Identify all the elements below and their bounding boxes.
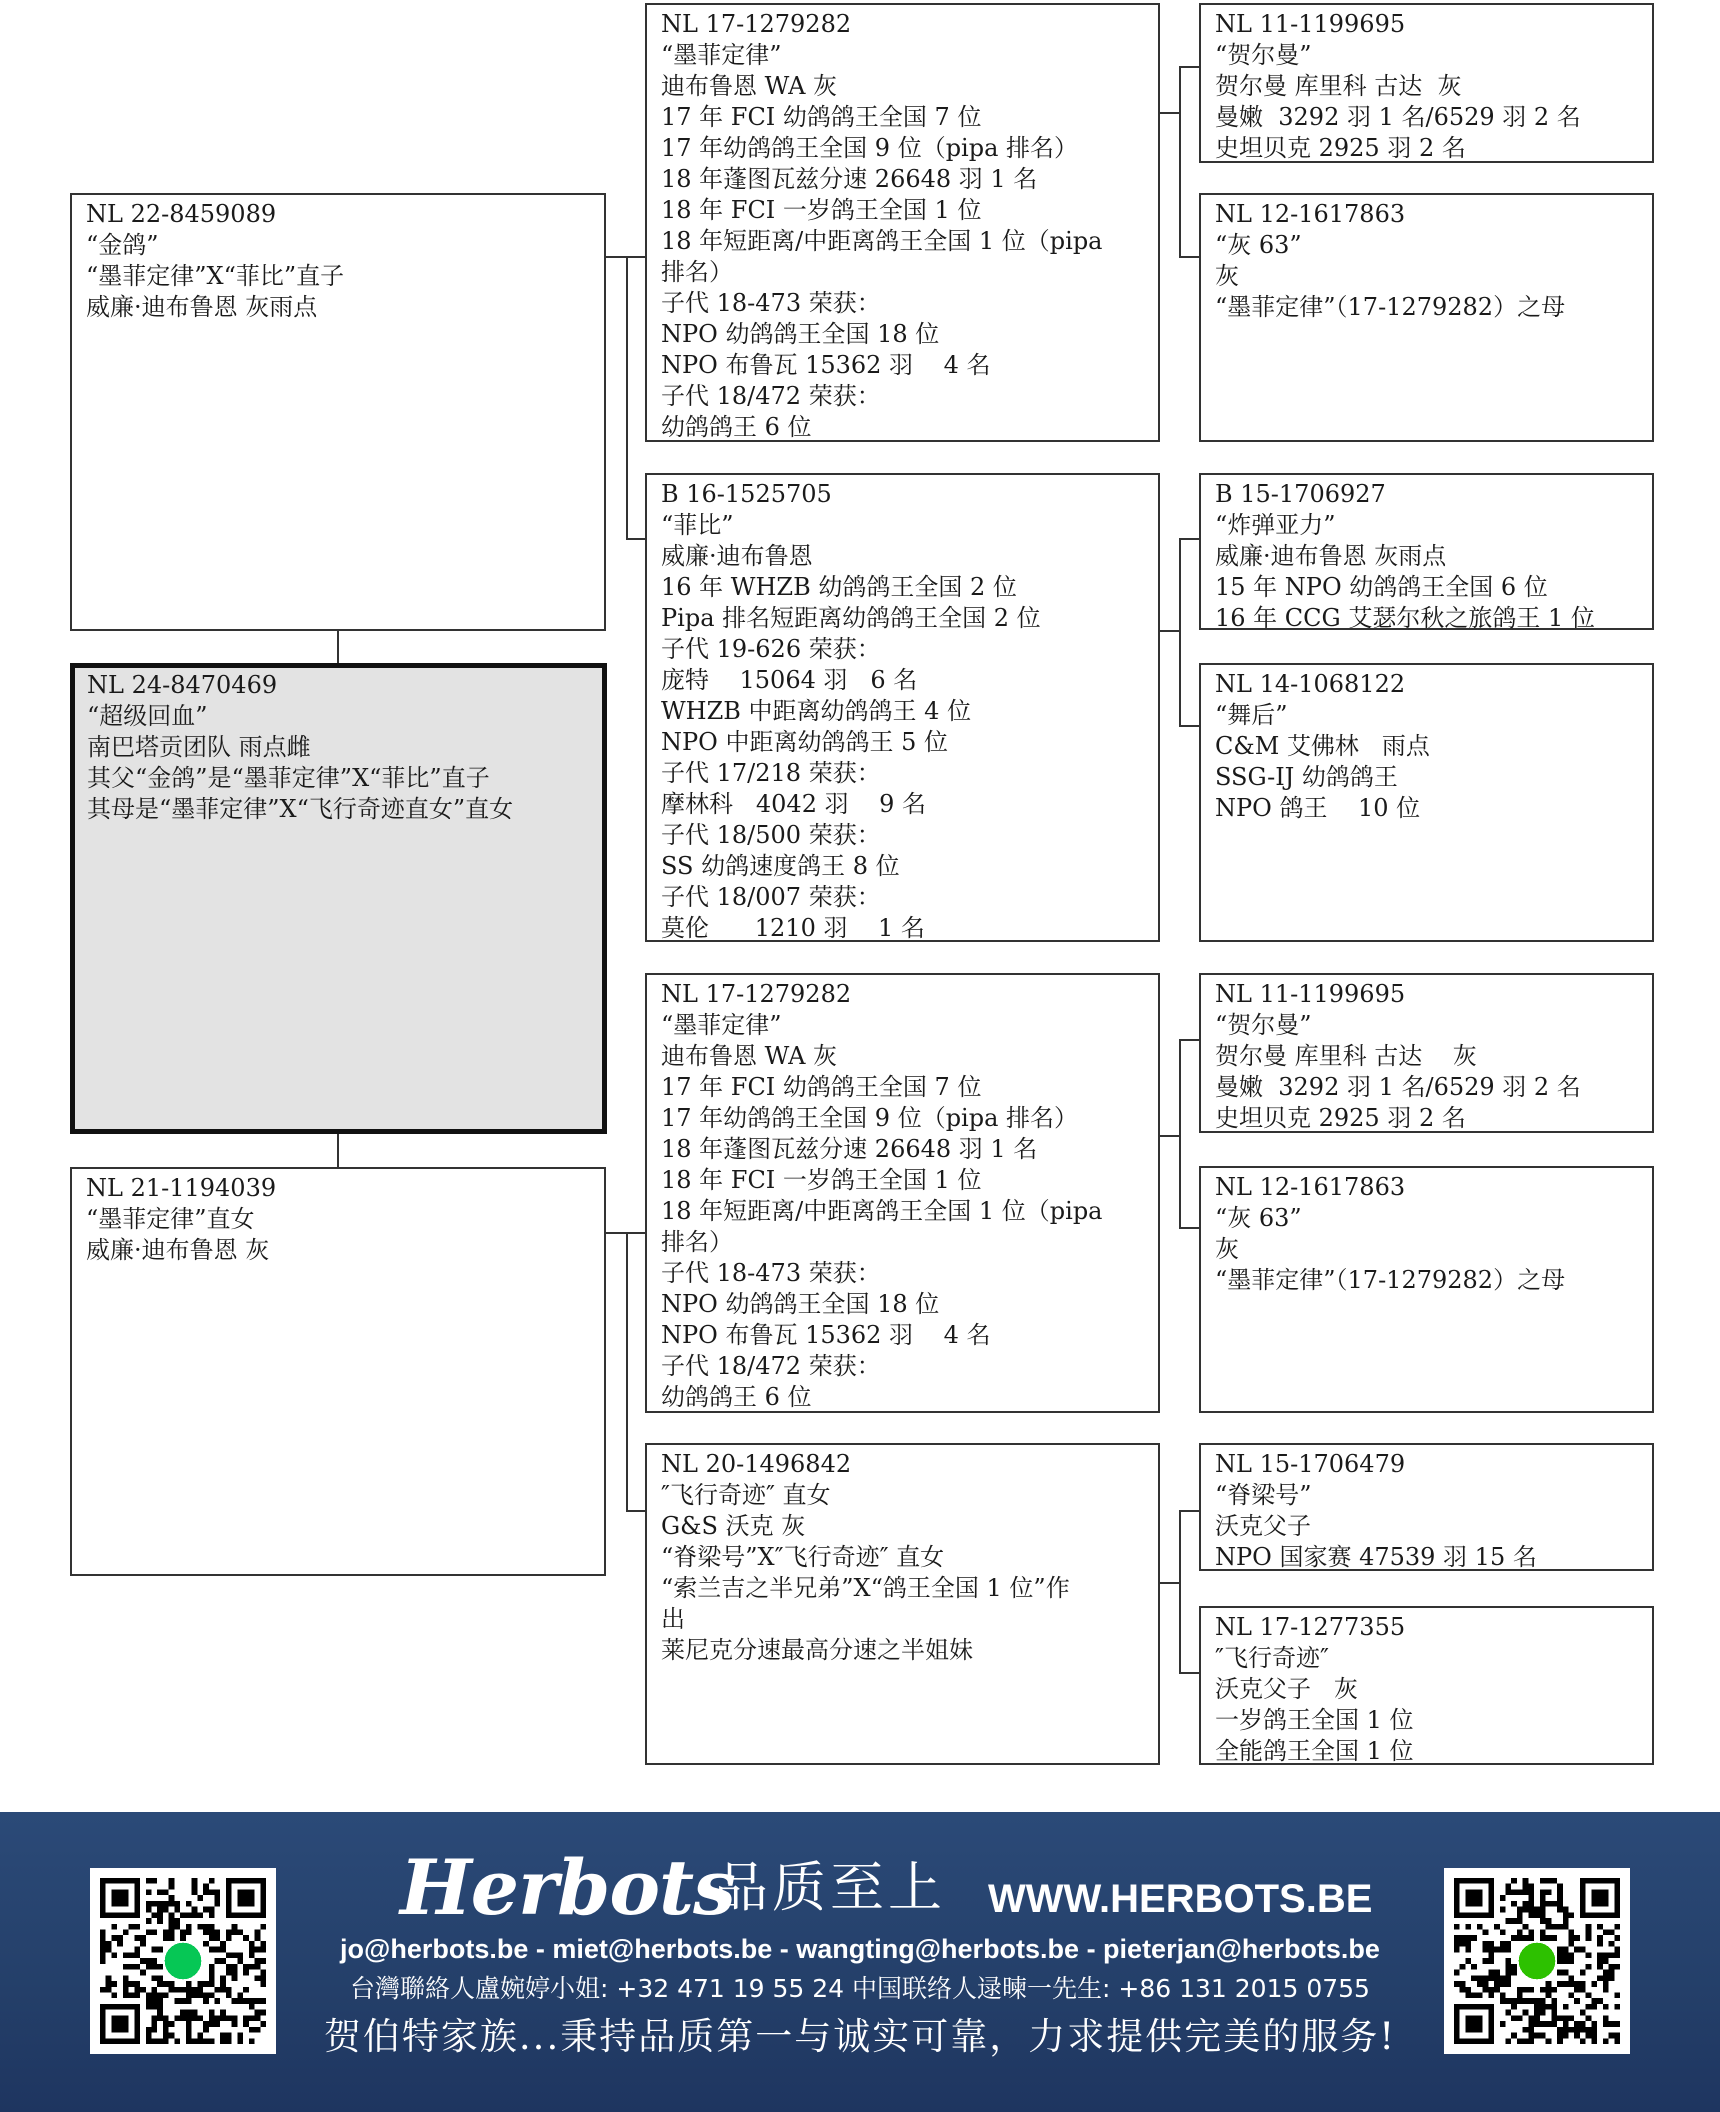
connector-dd-top <box>1179 1510 1199 1512</box>
ring-number: NL 14-1068122 <box>1215 670 1406 698</box>
ring-number: NL 12-1617863 <box>1215 1173 1406 1201</box>
info-line: 灰 <box>1215 262 1239 290</box>
ring-number: NL 15-1706479 <box>1215 1450 1406 1478</box>
info-line: 18 年蓬图瓦兹分速 26648 羽 1 名 <box>661 165 1038 193</box>
info-line: NPO 幼鸽鸽王全国 18 位 <box>661 1290 940 1318</box>
info-line: 子代 18/472 荣获： <box>661 1352 881 1380</box>
connector-sire-to-sd <box>626 538 645 540</box>
info-line: SS 幼鸽速度鸽王 8 位 <box>661 852 900 880</box>
info-line: 威廉·迪布鲁恩 灰雨点 <box>86 293 318 321</box>
info-line: 庞特 15064 羽 6 名 <box>661 666 918 694</box>
info-line: 18 年 FCI 一岁鸽王全国 1 位 <box>661 196 982 224</box>
info-line: 一岁鸽王全国 1 位 <box>1215 1706 1414 1734</box>
info-line: “索兰吉之半兄弟”X“鸽王全国 1 位”作 <box>661 1574 1070 1602</box>
info-line: 15 年 NPO 幼鸽鸽王全国 6 位 <box>1215 573 1548 601</box>
info-line: 18 年 FCI 一岁鸽王全国 1 位 <box>661 1166 982 1194</box>
pigeon-name: “贺尔曼” <box>1215 41 1312 69</box>
info-line: NPO 布鲁瓦 15362 羽 4 名 <box>661 351 991 379</box>
info-line: NPO 中距离幼鸽鸽王 5 位 <box>661 728 948 756</box>
ss-dam-box <box>1199 193 1654 442</box>
info-line: 18 年蓬图瓦兹分速 26648 羽 1 名 <box>661 1135 1038 1163</box>
info-line: SSG-IJ 幼鸽鸽王 <box>1215 763 1398 791</box>
connector-dam-to-ds <box>626 1232 645 1234</box>
info-line: 曼嫩 3292 羽 1 名/6529 羽 2 名 <box>1215 103 1581 131</box>
contact-phones: 台灣聯絡人盧婉婷小姐: +32 471 19 55 24 中国联络人逯暕一先生: +86 131 2015 0755 <box>350 1974 1370 2003</box>
connector-ds-v <box>1179 1039 1181 1229</box>
connector-sire-to-ss <box>626 256 645 258</box>
dd-sire-box <box>1199 1443 1654 1571</box>
info-line: 其父“金鸽”是“墨菲定律”X“菲比”直子 <box>87 764 490 792</box>
pigeon-name: “墨菲定律”直女 <box>86 1205 255 1233</box>
herbots-logo: Herbots <box>400 1843 735 1932</box>
info-line: Pipa 排名短距离幼鸽鸽王全国 2 位 <box>661 604 1041 632</box>
info-line: 迪布鲁恩 WA 灰 <box>661 1042 838 1070</box>
info-line: NPO 鸽王 10 位 <box>1215 794 1421 822</box>
info-line: 17 年 FCI 幼鸽鸽王全国 7 位 <box>661 1073 982 1101</box>
connector-dd-h <box>1160 1582 1180 1584</box>
info-line: 子代 18-473 荣获： <box>661 289 881 317</box>
ring-number: NL 11-1199695 <box>1215 10 1406 38</box>
connector-dam-to-dd <box>626 1510 645 1512</box>
info-line: 出 <box>661 1605 685 1633</box>
sire-sire-box <box>645 3 1160 442</box>
info-line: WHZB 中距离幼鸽鸽王 4 位 <box>661 697 972 725</box>
info-line: 排名） <box>661 258 733 286</box>
info-line: 子代 17/218 荣获： <box>661 759 881 787</box>
connector-ds-bot <box>1179 1227 1199 1229</box>
info-line: 沃克父子 灰 <box>1215 1675 1358 1703</box>
pigeon-name: “墨菲定律” <box>661 41 782 69</box>
connector-ss-h <box>1160 112 1180 114</box>
pigeon-name: “脊梁号” <box>1215 1481 1312 1509</box>
info-line: 贺尔曼 库里科 古达 灰 <box>1215 1042 1477 1070</box>
pigeon-name: “墨菲定律” <box>661 1011 782 1039</box>
pigeon-name: “金鸽” <box>86 231 159 259</box>
subject-box <box>70 663 607 1134</box>
email-addresses[interactable]: jo@herbots.be - miet@herbots.be - wangting@herbots.be - pieterjan@herbots.be <box>340 1934 1380 1964</box>
info-line: “墨菲定律”（17-1279282）之母 <box>1215 1266 1566 1294</box>
sire-dam-box <box>645 473 1160 942</box>
info-line: 18 年短距离/中距离鸽王全国 1 位（pipa <box>661 1197 1103 1225</box>
info-line: 排名） <box>661 1228 733 1256</box>
pigeon-name: “超级回血” <box>87 702 208 730</box>
info-line: 18 年短距离/中距离鸽王全国 1 位（pipa <box>661 227 1103 255</box>
dam-box <box>70 1167 606 1576</box>
ds-dam-box <box>1199 1166 1654 1413</box>
ring-number: B 16-1525705 <box>661 480 832 508</box>
info-line: 16 年 CCG 艾瑟尔秋之旅鸽王 1 位 <box>1215 604 1595 630</box>
dam-dam-box <box>645 1443 1160 1765</box>
connector-dd-bot <box>1179 1672 1199 1674</box>
motto: 贺伯特家族...秉持品质第一与诚实可靠，力求提供完美的服务! <box>323 2015 1397 2058</box>
pigeon-name: “灰 63” <box>1215 231 1302 259</box>
sd-dam-box <box>1199 663 1654 942</box>
info-line: 迪布鲁恩 WA 灰 <box>661 72 838 100</box>
pigeon-name: ″飞行奇迹″ <box>1215 1644 1329 1672</box>
connector-sd-h <box>1160 630 1180 632</box>
info-line: NPO 幼鸽鸽王全国 18 位 <box>661 320 940 348</box>
info-line: 子代 18/007 荣获： <box>661 883 881 911</box>
info-line: 其母是“墨菲定律”X“飞行奇迹直女”直女 <box>87 795 514 823</box>
info-line: 沃克父子 <box>1215 1512 1311 1540</box>
info-line: G&S 沃克 灰 <box>661 1512 806 1540</box>
info-line: 南巴塔贡团队 雨点雌 <box>87 733 311 761</box>
pigeon-name: “炸弹亚力” <box>1215 511 1336 539</box>
info-line: 全能鸽王全国 1 位 <box>1215 1737 1414 1765</box>
info-line: “墨菲定律”X“菲比”直子 <box>86 262 345 290</box>
ds-sire-box <box>1199 973 1654 1133</box>
dam-sire-box <box>645 973 1160 1413</box>
ring-number: NL 17-1279282 <box>661 10 852 38</box>
info-line: 16 年 WHZB 幼鸽鸽王全国 2 位 <box>661 573 1017 601</box>
sire-box <box>70 193 606 631</box>
info-line: 17 年 FCI 幼鸽鸽王全国 7 位 <box>661 103 982 131</box>
connector-ss-top <box>1179 66 1199 68</box>
info-line: NPO 国家赛 47539 羽 15 名 <box>1215 1543 1537 1571</box>
connector-sd-bot <box>1179 725 1199 727</box>
info-line: 子代 18/500 荣获： <box>661 821 881 849</box>
connector-sd-top <box>1179 538 1199 540</box>
ring-number: NL 11-1199695 <box>1215 980 1406 1008</box>
connector-dam-h <box>606 1232 627 1234</box>
ring-number: NL 17-1279282 <box>661 980 852 1008</box>
connector-sd-v <box>1179 538 1181 727</box>
connector-dam-v <box>626 1232 628 1512</box>
connector-subject-dam <box>337 1134 339 1167</box>
ss-sire-box <box>1199 3 1654 163</box>
info-line: 灰 <box>1215 1235 1239 1263</box>
info-line: “脊梁号”X″飞行奇迹″ 直女 <box>661 1543 945 1571</box>
info-line: 子代 18/472 荣获： <box>661 382 881 410</box>
connector-ds-h <box>1160 1135 1180 1137</box>
connector-sire-subject <box>337 631 339 663</box>
connector-dd-v <box>1179 1510 1181 1674</box>
info-line: 子代 18-473 荣获： <box>661 1259 881 1287</box>
connector-ss-v <box>1179 66 1181 257</box>
info-line: 17 年幼鸽鸽王全国 9 位（pipa 排名） <box>661 134 1079 162</box>
info-line: 莫伦 1210 羽 1 名 <box>661 914 925 942</box>
pigeon-name: “灰 63” <box>1215 1204 1302 1232</box>
info-line: 17 年幼鸽鸽王全国 9 位（pipa 排名） <box>661 1104 1079 1132</box>
ring-number: B 15-1706927 <box>1215 480 1386 508</box>
ring-number: NL 12-1617863 <box>1215 200 1406 228</box>
ring-number: NL 20-1496842 <box>661 1450 852 1478</box>
pigeon-name: ″飞行奇迹″ 直女 <box>661 1481 831 1509</box>
connector-ds-top <box>1179 1039 1199 1041</box>
pigeon-name: “贺尔曼” <box>1215 1011 1312 1039</box>
ring-number: NL 17-1277355 <box>1215 1613 1406 1641</box>
info-line: 莱尼克分速最高分速之半姐妹 <box>661 1636 973 1664</box>
info-line: 贺尔曼 库里科 古达 灰 <box>1215 72 1462 100</box>
ring-number: NL 22-8459089 <box>86 200 277 228</box>
connector-sire-v <box>626 256 628 540</box>
info-line: 威廉·迪布鲁恩 灰雨点 <box>1215 542 1447 570</box>
connector-ss-bot <box>1179 256 1199 258</box>
info-line: 幼鸽鸽王 6 位 <box>661 413 812 441</box>
info-line: 曼嫩 3292 羽 1 名/6529 羽 2 名 <box>1215 1073 1581 1101</box>
dd-dam-box <box>1199 1606 1654 1765</box>
info-line: C&M 艾佛林 雨点 <box>1215 732 1430 760</box>
info-line: NPO 布鲁瓦 15362 羽 4 名 <box>661 1321 991 1349</box>
info-line: 幼鸽鸽王 6 位 <box>661 1383 812 1411</box>
info-line: “墨菲定律”（17-1279282）之母 <box>1215 293 1566 321</box>
info-line: 威廉·迪布鲁恩 灰 <box>86 1236 270 1264</box>
sd-sire-box <box>1199 473 1654 630</box>
info-line: 史坦贝克 2925 羽 2 名 <box>1215 134 1466 162</box>
pigeon-name: “菲比” <box>661 511 734 539</box>
connector-sire-h <box>606 256 627 258</box>
ring-number: NL 24-8470469 <box>87 671 278 699</box>
website-link[interactable]: WWW.HERBOTS.BE <box>988 1877 1373 1921</box>
slogan: 品质至上 <box>714 1856 946 1919</box>
info-line: 子代 19-626 荣获： <box>661 635 881 663</box>
info-line: 威廉·迪布鲁恩 <box>661 542 813 570</box>
ring-number: NL 21-1194039 <box>86 1174 277 1202</box>
pigeon-name: “舞后” <box>1215 701 1288 729</box>
info-line: 史坦贝克 2925 羽 2 名 <box>1215 1104 1466 1132</box>
info-line: 摩林科 4042 羽 9 名 <box>661 790 927 818</box>
